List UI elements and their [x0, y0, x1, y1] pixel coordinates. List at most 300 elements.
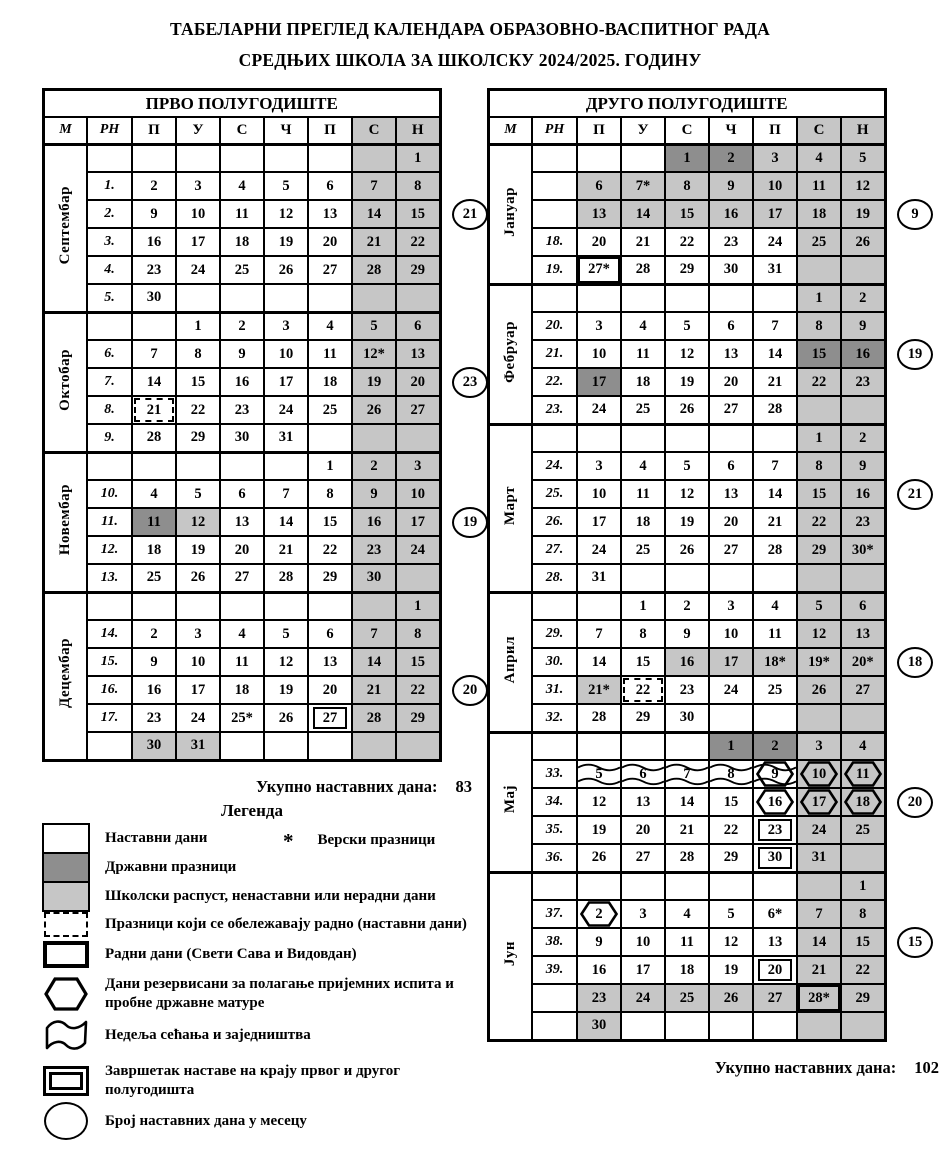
day-cell: 23 — [709, 228, 753, 256]
column-header: П — [577, 117, 621, 144]
day-cell — [665, 564, 709, 592]
day-cell: 14 — [352, 648, 396, 676]
day-cell: 25 — [621, 536, 665, 564]
day-cell: 26 — [665, 396, 709, 424]
day-cell: 13 — [621, 788, 665, 816]
day-cell: 22 — [176, 396, 220, 424]
month-label: Новембар — [44, 452, 88, 592]
legend-label: Школски распуст, ненаставни или нерадни дани — [105, 888, 436, 904]
day-cell: 22 — [841, 956, 885, 984]
legend-item-state-holidays — [42, 852, 477, 883]
week-number-cell — [532, 172, 577, 200]
day-cell: 27 — [841, 676, 885, 704]
day-cell: 13 — [220, 508, 264, 536]
page-title-line2: СРЕДЊИХ ШКОЛА ЗА ШКОЛСКУ 2024/2025. ГОДИНУ — [238, 50, 702, 70]
day-cell: 30 — [132, 732, 176, 760]
week-number-cell — [532, 424, 577, 452]
day-cell: 23 — [220, 396, 264, 424]
day-cell: 13 — [753, 928, 797, 956]
day-cell: 27* — [577, 256, 621, 284]
day-cell: 30 — [709, 256, 753, 284]
column-header: У — [621, 117, 665, 144]
day-cell: 5 — [264, 620, 308, 648]
day-cell: 24 — [797, 816, 841, 844]
day-cell — [841, 256, 885, 284]
column-header: Ч — [709, 117, 753, 144]
day-cell: 28* — [797, 984, 841, 1012]
hexagon-icon — [42, 976, 90, 1012]
teaching-days-circle: 15 — [897, 927, 933, 958]
day-cell: 14 — [132, 368, 176, 396]
day-cell: 9 — [709, 172, 753, 200]
day-cell — [220, 144, 264, 172]
day-cell: 7 — [577, 620, 621, 648]
day-cell: 6 — [577, 172, 621, 200]
day-cell: 16 — [220, 368, 264, 396]
day-cell: 12 — [176, 508, 220, 536]
circle-icon — [42, 1102, 90, 1140]
day-cell: 12 — [264, 648, 308, 676]
column-header: М — [489, 117, 533, 144]
day-cell: 28 — [132, 424, 176, 452]
day-cell: 15 — [797, 340, 841, 368]
day-cell: 14 — [665, 788, 709, 816]
day-cell: 25 — [753, 676, 797, 704]
day-cell: 5 — [665, 312, 709, 340]
day-cell: 30* — [841, 536, 885, 564]
day-cell: 28 — [665, 844, 709, 872]
day-cell: 26 — [665, 536, 709, 564]
week-number-cell — [532, 200, 577, 228]
day-cell: 11 — [308, 340, 352, 368]
day-cell: 26 — [709, 984, 753, 1012]
legend-item-teaching-days-count — [42, 1102, 477, 1140]
day-cell: 3 — [176, 620, 220, 648]
day-cell — [577, 424, 621, 452]
day-cell: 2 — [709, 144, 753, 172]
day-cell: 13 — [709, 340, 753, 368]
light-swatch-icon — [42, 881, 90, 912]
week-number-cell: 26. — [532, 508, 577, 536]
day-cell: 29 — [665, 256, 709, 284]
day-cell: 9 — [132, 648, 176, 676]
day-cell: 18 — [220, 676, 264, 704]
day-cell: 19 — [264, 228, 308, 256]
day-cell — [577, 592, 621, 620]
legend-label: Дани резервисани за полагање пријемних испита и пробне државне матуре — [105, 976, 454, 1011]
day-cell: 24 — [753, 228, 797, 256]
day-cell: 28 — [352, 704, 396, 732]
day-cell — [709, 704, 753, 732]
day-cell: 9 — [841, 452, 885, 480]
day-cell — [264, 144, 308, 172]
day-cell — [220, 592, 264, 620]
day-cell: 10 — [621, 928, 665, 956]
day-cell: 27 — [709, 396, 753, 424]
day-cell: 16 — [352, 508, 396, 536]
day-cell: 9 — [841, 312, 885, 340]
week-number-cell: 1. — [87, 172, 132, 200]
week-number-cell: 3. — [87, 228, 132, 256]
day-cell: 22 — [665, 228, 709, 256]
day-cell: 19 — [841, 200, 885, 228]
day-cell: 15 — [709, 788, 753, 816]
day-cell: 20 — [621, 816, 665, 844]
day-cell: 29 — [709, 844, 753, 872]
teaching-days-circle: 18 — [897, 647, 933, 678]
day-cell: 13 — [577, 200, 621, 228]
dark-swatch-icon — [42, 852, 90, 883]
day-cell: 11 — [621, 480, 665, 508]
day-cell: 20* — [841, 648, 885, 676]
day-cell: 2 — [577, 900, 621, 928]
double-box-icon — [42, 1066, 90, 1096]
day-cell: 19 — [665, 368, 709, 396]
day-cell — [577, 872, 621, 900]
legend-item-end-of-classes — [42, 1062, 477, 1100]
day-cell: 27 — [621, 844, 665, 872]
day-cell — [797, 872, 841, 900]
day-cell: 18 — [621, 368, 665, 396]
day-cell: 22 — [308, 536, 352, 564]
day-cell — [308, 732, 352, 760]
teaching-days-circle: 19 — [897, 339, 933, 370]
day-cell: 24 — [709, 676, 753, 704]
day-cell: 13 — [308, 200, 352, 228]
week-number-cell: 14. — [87, 620, 132, 648]
day-cell: 26 — [577, 844, 621, 872]
day-cell: 28 — [753, 536, 797, 564]
day-cell: 22 — [797, 368, 841, 396]
teaching-days-circle: 9 — [897, 199, 933, 230]
day-cell: 8 — [176, 340, 220, 368]
day-cell: 5 — [841, 144, 885, 172]
day-cell: 11 — [841, 760, 885, 788]
day-cell: 10 — [396, 480, 440, 508]
day-cell: 21 — [352, 676, 396, 704]
week-number-cell: 21. — [532, 340, 577, 368]
day-cell: 4 — [665, 900, 709, 928]
day-cell: 7 — [352, 620, 396, 648]
day-cell: 18 — [308, 368, 352, 396]
day-cell — [753, 1012, 797, 1040]
day-cell: 1 — [797, 424, 841, 452]
day-cell: 4 — [220, 620, 264, 648]
day-cell — [621, 564, 665, 592]
day-cell: 25 — [621, 396, 665, 424]
day-cell: 8 — [797, 312, 841, 340]
legend-label: Државни празници — [105, 859, 237, 875]
day-cell: 20 — [577, 228, 621, 256]
day-cell: 15 — [396, 648, 440, 676]
column-header: Ч — [264, 117, 308, 144]
teaching-days-circle: 21 — [897, 479, 933, 510]
day-cell: 16 — [665, 648, 709, 676]
day-cell: 29 — [308, 564, 352, 592]
day-cell: 11 — [665, 928, 709, 956]
day-cell: 1 — [709, 732, 753, 760]
first-semester-total — [42, 777, 472, 797]
thick-box-icon — [42, 941, 90, 968]
day-cell — [709, 564, 753, 592]
day-cell: 7 — [797, 900, 841, 928]
day-cell: 7 — [352, 172, 396, 200]
day-cell: 5 — [577, 760, 621, 788]
day-cell — [176, 452, 220, 480]
week-number-cell: 4. — [87, 256, 132, 284]
column-header: П — [308, 117, 352, 144]
day-cell — [352, 284, 396, 312]
day-cell: 26 — [841, 228, 885, 256]
day-cell — [797, 564, 841, 592]
day-cell: 18 — [220, 228, 264, 256]
day-cell: 2 — [132, 172, 176, 200]
day-cell: 14 — [264, 508, 308, 536]
week-number-cell: 5. — [87, 284, 132, 312]
day-cell: 28 — [264, 564, 308, 592]
teaching-days-circle: 21 — [452, 199, 488, 230]
day-cell: 12 — [264, 200, 308, 228]
day-cell: 15 — [797, 480, 841, 508]
day-cell: 10 — [176, 648, 220, 676]
day-cell: 6 — [709, 452, 753, 480]
day-cell: 21 — [132, 396, 176, 424]
day-cell: 5 — [797, 592, 841, 620]
day-cell: 4 — [753, 592, 797, 620]
day-cell: 10 — [577, 340, 621, 368]
day-cell: 26 — [176, 564, 220, 592]
week-number-cell: 24. — [532, 452, 577, 480]
day-cell: 23 — [352, 536, 396, 564]
day-cell: 1 — [396, 592, 440, 620]
day-cell: 17 — [176, 676, 220, 704]
day-cell: 8 — [396, 172, 440, 200]
day-cell: 3 — [396, 452, 440, 480]
day-cell: 12 — [797, 620, 841, 648]
day-cell: 1 — [797, 284, 841, 312]
legend-item-working-holidays — [42, 912, 477, 937]
day-cell: 22 — [621, 676, 665, 704]
day-cell: 24 — [176, 704, 220, 732]
day-cell: 19 — [577, 816, 621, 844]
day-cell — [220, 284, 264, 312]
day-cell — [709, 284, 753, 312]
week-number-cell: 8. — [87, 396, 132, 424]
teaching-days-circle: 20 — [897, 787, 933, 818]
column-header: У — [176, 117, 220, 144]
day-cell: 31 — [797, 844, 841, 872]
week-number-cell: 12. — [87, 536, 132, 564]
day-cell — [176, 592, 220, 620]
day-cell: 12 — [665, 340, 709, 368]
day-cell: 21 — [797, 956, 841, 984]
day-cell: 1 — [396, 144, 440, 172]
day-cell: 5 — [709, 900, 753, 928]
column-header: РН — [532, 117, 577, 144]
day-cell: 2 — [220, 312, 264, 340]
day-cell: 6 — [308, 172, 352, 200]
day-cell: 16 — [132, 228, 176, 256]
day-cell: 16 — [132, 676, 176, 704]
week-number-cell — [532, 144, 577, 172]
day-cell — [396, 564, 440, 592]
day-cell: 6 — [621, 760, 665, 788]
teaching-days-circle: 20 — [452, 675, 488, 706]
week-number-cell — [87, 312, 132, 340]
day-cell: 4 — [220, 172, 264, 200]
day-cell: 6 — [308, 620, 352, 648]
day-cell — [352, 144, 396, 172]
day-cell: 31 — [753, 256, 797, 284]
day-cell: 30 — [220, 424, 264, 452]
day-cell: 5 — [352, 312, 396, 340]
day-cell: 16 — [841, 340, 885, 368]
day-cell: 30 — [577, 1012, 621, 1040]
day-cell: 13 — [308, 648, 352, 676]
day-cell: 17 — [709, 648, 753, 676]
week-number-cell: 25. — [532, 480, 577, 508]
day-cell — [352, 592, 396, 620]
day-cell: 16 — [841, 480, 885, 508]
day-cell: 11 — [753, 620, 797, 648]
legend-label: Радни дани (Свети Сава и Видовдан) — [105, 946, 357, 962]
day-cell — [220, 732, 264, 760]
day-cell — [665, 872, 709, 900]
day-cell — [753, 564, 797, 592]
column-header: С — [665, 117, 709, 144]
day-cell: 21* — [577, 676, 621, 704]
day-cell: 21 — [753, 508, 797, 536]
week-number-cell: 20. — [532, 312, 577, 340]
teaching-days-circle: 23 — [452, 367, 488, 398]
legend-item-religious-holidays — [283, 828, 436, 853]
day-cell: 30 — [132, 284, 176, 312]
week-number-cell — [87, 144, 132, 172]
week-number-cell: 38. — [532, 928, 577, 956]
day-cell — [396, 732, 440, 760]
day-cell: 19 — [665, 508, 709, 536]
day-cell: 21 — [264, 536, 308, 564]
column-header: Н — [396, 117, 440, 144]
month-label: Октобар — [44, 312, 88, 452]
day-cell: 28 — [577, 704, 621, 732]
day-cell: 21 — [753, 368, 797, 396]
day-cell — [132, 312, 176, 340]
day-cell: 10 — [264, 340, 308, 368]
month-label: Јун — [489, 872, 533, 1040]
day-cell — [308, 424, 352, 452]
day-cell — [621, 732, 665, 760]
day-cell: 13 — [841, 620, 885, 648]
day-cell — [797, 704, 841, 732]
day-cell: 23 — [841, 508, 885, 536]
day-cell — [308, 284, 352, 312]
second-semester-total — [487, 1058, 939, 1078]
week-number-cell: 22. — [532, 368, 577, 396]
legend-item-entrance-exams — [42, 975, 477, 1013]
day-cell — [709, 1012, 753, 1040]
day-cell: 9 — [577, 928, 621, 956]
day-cell: 18 — [797, 200, 841, 228]
week-number-cell — [532, 284, 577, 312]
day-cell — [577, 284, 621, 312]
day-cell: 15 — [396, 200, 440, 228]
legend-label: Верски празници — [317, 832, 436, 848]
day-cell: 2 — [841, 424, 885, 452]
day-cell: 5 — [176, 480, 220, 508]
month-label: Фебруар — [489, 284, 533, 424]
day-cell: 26 — [797, 676, 841, 704]
day-cell: 29 — [176, 424, 220, 452]
day-cell: 25 — [132, 564, 176, 592]
day-cell: 14 — [753, 480, 797, 508]
legend-item-remembrance-week — [42, 1016, 477, 1054]
day-cell: 17 — [621, 956, 665, 984]
day-cell: 10 — [797, 760, 841, 788]
day-cell: 25 — [308, 396, 352, 424]
page-title — [0, 14, 940, 76]
day-cell: 27 — [308, 704, 352, 732]
day-cell: 4 — [132, 480, 176, 508]
calendar-table — [487, 88, 887, 1042]
legend-item-school-break — [42, 881, 477, 912]
day-cell: 16 — [709, 200, 753, 228]
day-cell: 31 — [264, 424, 308, 452]
day-cell: 14 — [753, 340, 797, 368]
total-label: Укупно наставних дана: — [256, 777, 438, 796]
day-cell: 16 — [753, 788, 797, 816]
week-number-cell: 29. — [532, 620, 577, 648]
month-label: Април — [489, 592, 533, 732]
day-cell — [577, 144, 621, 172]
day-cell — [841, 704, 885, 732]
column-header: Н — [841, 117, 885, 144]
day-cell: 2 — [352, 452, 396, 480]
day-cell: 6 — [709, 312, 753, 340]
day-cell — [621, 1012, 665, 1040]
day-cell: 23 — [753, 816, 797, 844]
day-cell: 22 — [797, 508, 841, 536]
day-cell: 29 — [396, 704, 440, 732]
day-cell: 8 — [709, 760, 753, 788]
month-label: Март — [489, 424, 533, 592]
day-cell — [396, 284, 440, 312]
day-cell: 7 — [753, 452, 797, 480]
day-cell — [132, 144, 176, 172]
day-cell: 20 — [753, 956, 797, 984]
week-number-cell — [532, 872, 577, 900]
week-number-cell: 33. — [532, 760, 577, 788]
day-cell: 12 — [709, 928, 753, 956]
day-cell — [753, 424, 797, 452]
week-number-cell: 7. — [87, 368, 132, 396]
day-cell: 23 — [132, 704, 176, 732]
month-label: Септембар — [44, 144, 88, 312]
day-cell — [797, 396, 841, 424]
month-label: Децембар — [44, 592, 88, 760]
day-cell: 1 — [308, 452, 352, 480]
second-semester-table — [487, 88, 923, 1042]
day-cell: 11 — [621, 340, 665, 368]
day-cell: 1 — [841, 872, 885, 900]
week-number-cell: 19. — [532, 256, 577, 284]
day-cell: 2 — [132, 620, 176, 648]
day-cell: 19 — [176, 536, 220, 564]
day-cell: 15 — [308, 508, 352, 536]
day-cell — [176, 144, 220, 172]
legend-heading: Легенда — [220, 801, 284, 820]
day-cell — [621, 144, 665, 172]
